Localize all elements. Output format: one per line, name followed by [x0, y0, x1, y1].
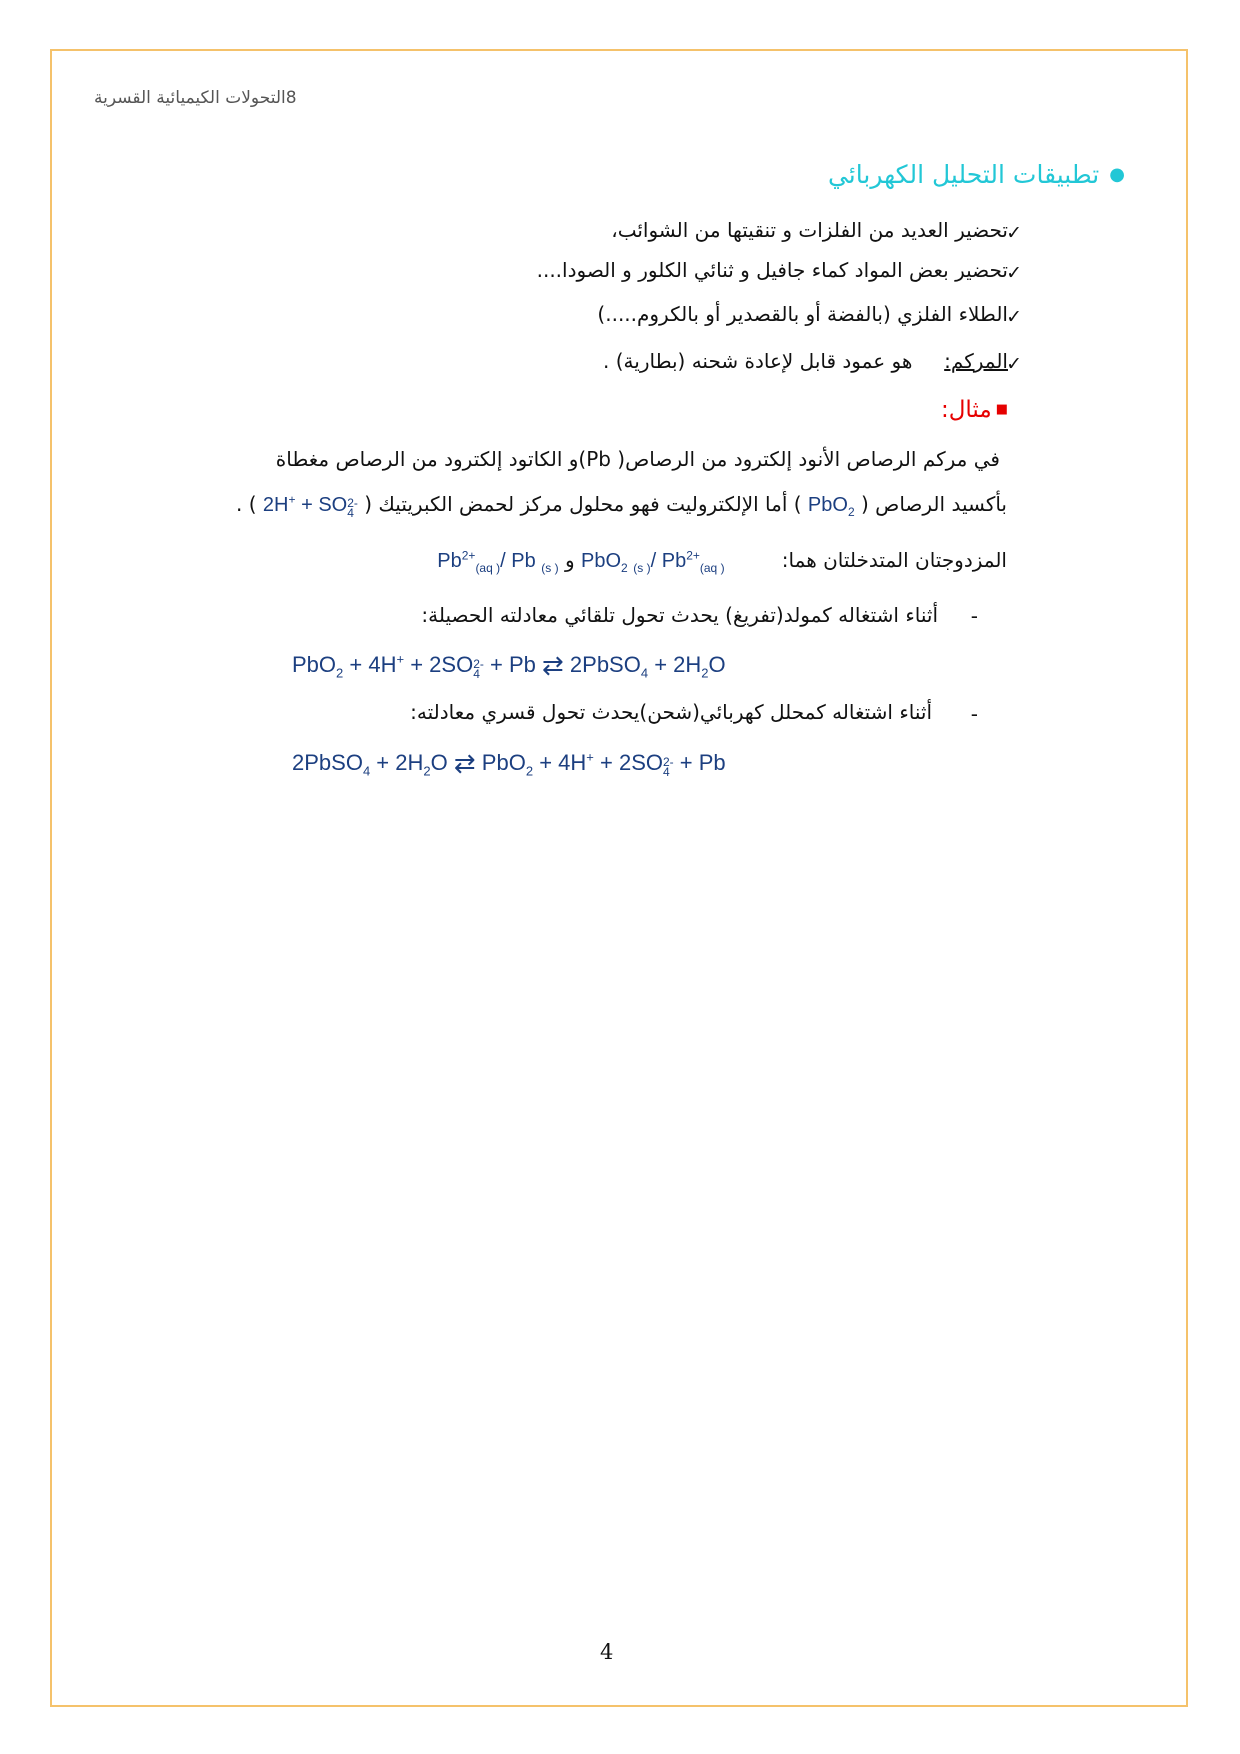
equilibrium-arrow-icon: ⇄	[453, 748, 476, 778]
section-heading	[828, 160, 1125, 189]
equilibrium-arrow-icon: ⇄	[541, 650, 564, 680]
couples-line	[437, 548, 1007, 575]
check-icon: ✓	[1006, 353, 1022, 375]
bullet-dot-icon: ●	[1109, 164, 1125, 185]
couples-and: و	[564, 548, 575, 572]
section-title-text: تطبيقات التحليل الكهربائي	[827, 160, 1100, 189]
page-border	[50, 49, 1188, 1707]
discharge-equation: PbO$_2$ + 4H+ + 2SO 2- 4 + Pb ⇄ 2PbSO$_4$ + $2H_2O$	[292, 650, 726, 681]
couple-pbo2-pb2plus: PbO$_2$ $_{(s )}$/ $Pb^{2+}_{(aq )}$	[581, 548, 725, 575]
example-line-2-part-b: ) أما الإلكتروليت فهو محلول مركز لحمض الكبريتيك (	[364, 492, 802, 516]
example-title: مثال:	[940, 397, 992, 423]
running-header: 8التحولات الكيميائية القسرية	[94, 88, 297, 108]
dash-marker: -	[970, 604, 978, 628]
check-icon: ✓	[1006, 222, 1022, 244]
bullet-item-1: تحضير العديد من الفلزات و تنقيتها من الشوائب،	[611, 218, 1008, 242]
example-line-2-part-c: ) .	[236, 492, 257, 516]
check-icon: ✓	[1006, 306, 1022, 328]
pbo2-formula: PbO$_2$	[807, 494, 855, 519]
charge-text: أثناء اشتغاله كمحلل كهربائي(شحن)يحدث تحول قسري معادلته:	[410, 700, 932, 724]
dash-marker: -	[970, 702, 978, 726]
bullet-item-3: الطلاء الفلزي (بالفضة أو بالقصدير أو بالكروم.....)	[597, 302, 1008, 326]
check-icon: ✓	[1006, 262, 1022, 284]
couples-label: المزدوجتان المتدخلتان هما:	[781, 548, 1007, 572]
sulfuric-acid-formula: 2H+ + SO 2- 4	[262, 492, 358, 520]
charge-equation: 2PbSO$_4$ + $2H_2O$ ⇄ PbO$_2$ + 4H+ + 2SO 2- 4 + Pb	[292, 748, 726, 779]
accumulator-label: المركم:	[944, 349, 1008, 373]
bullet-item-2: تحضير بعض المواد كماء جافيل و ثنائي الكلور و الصودا....	[536, 258, 1008, 282]
square-bullet-icon: ■	[995, 402, 1008, 417]
example-line-1: في مركم الرصاص الأنود إلكترود من الرصاص( Pb)و الكاتود إلكترود من الرصاص مغطاة	[275, 447, 1000, 471]
accumulator-definition: هو عمود قابل لإعادة شحنه (بطارية) .	[603, 349, 913, 373]
example-line-2	[236, 492, 1007, 519]
example-heading	[941, 397, 1008, 423]
couple-pb2plus-pb: $Pb^{2+}_{(aq )}/$ Pb $_{(s )}$	[437, 548, 559, 575]
discharge-text: أثناء اشتغاله كمولد(تفريغ) يحدث تحول تلقائي معادلته الحصيلة:	[421, 603, 938, 627]
example-line-2-part-a: بأكسيد الرصاص (	[860, 492, 1007, 516]
page-number: 4	[600, 1640, 614, 1664]
bullet-item-4	[603, 349, 1008, 373]
